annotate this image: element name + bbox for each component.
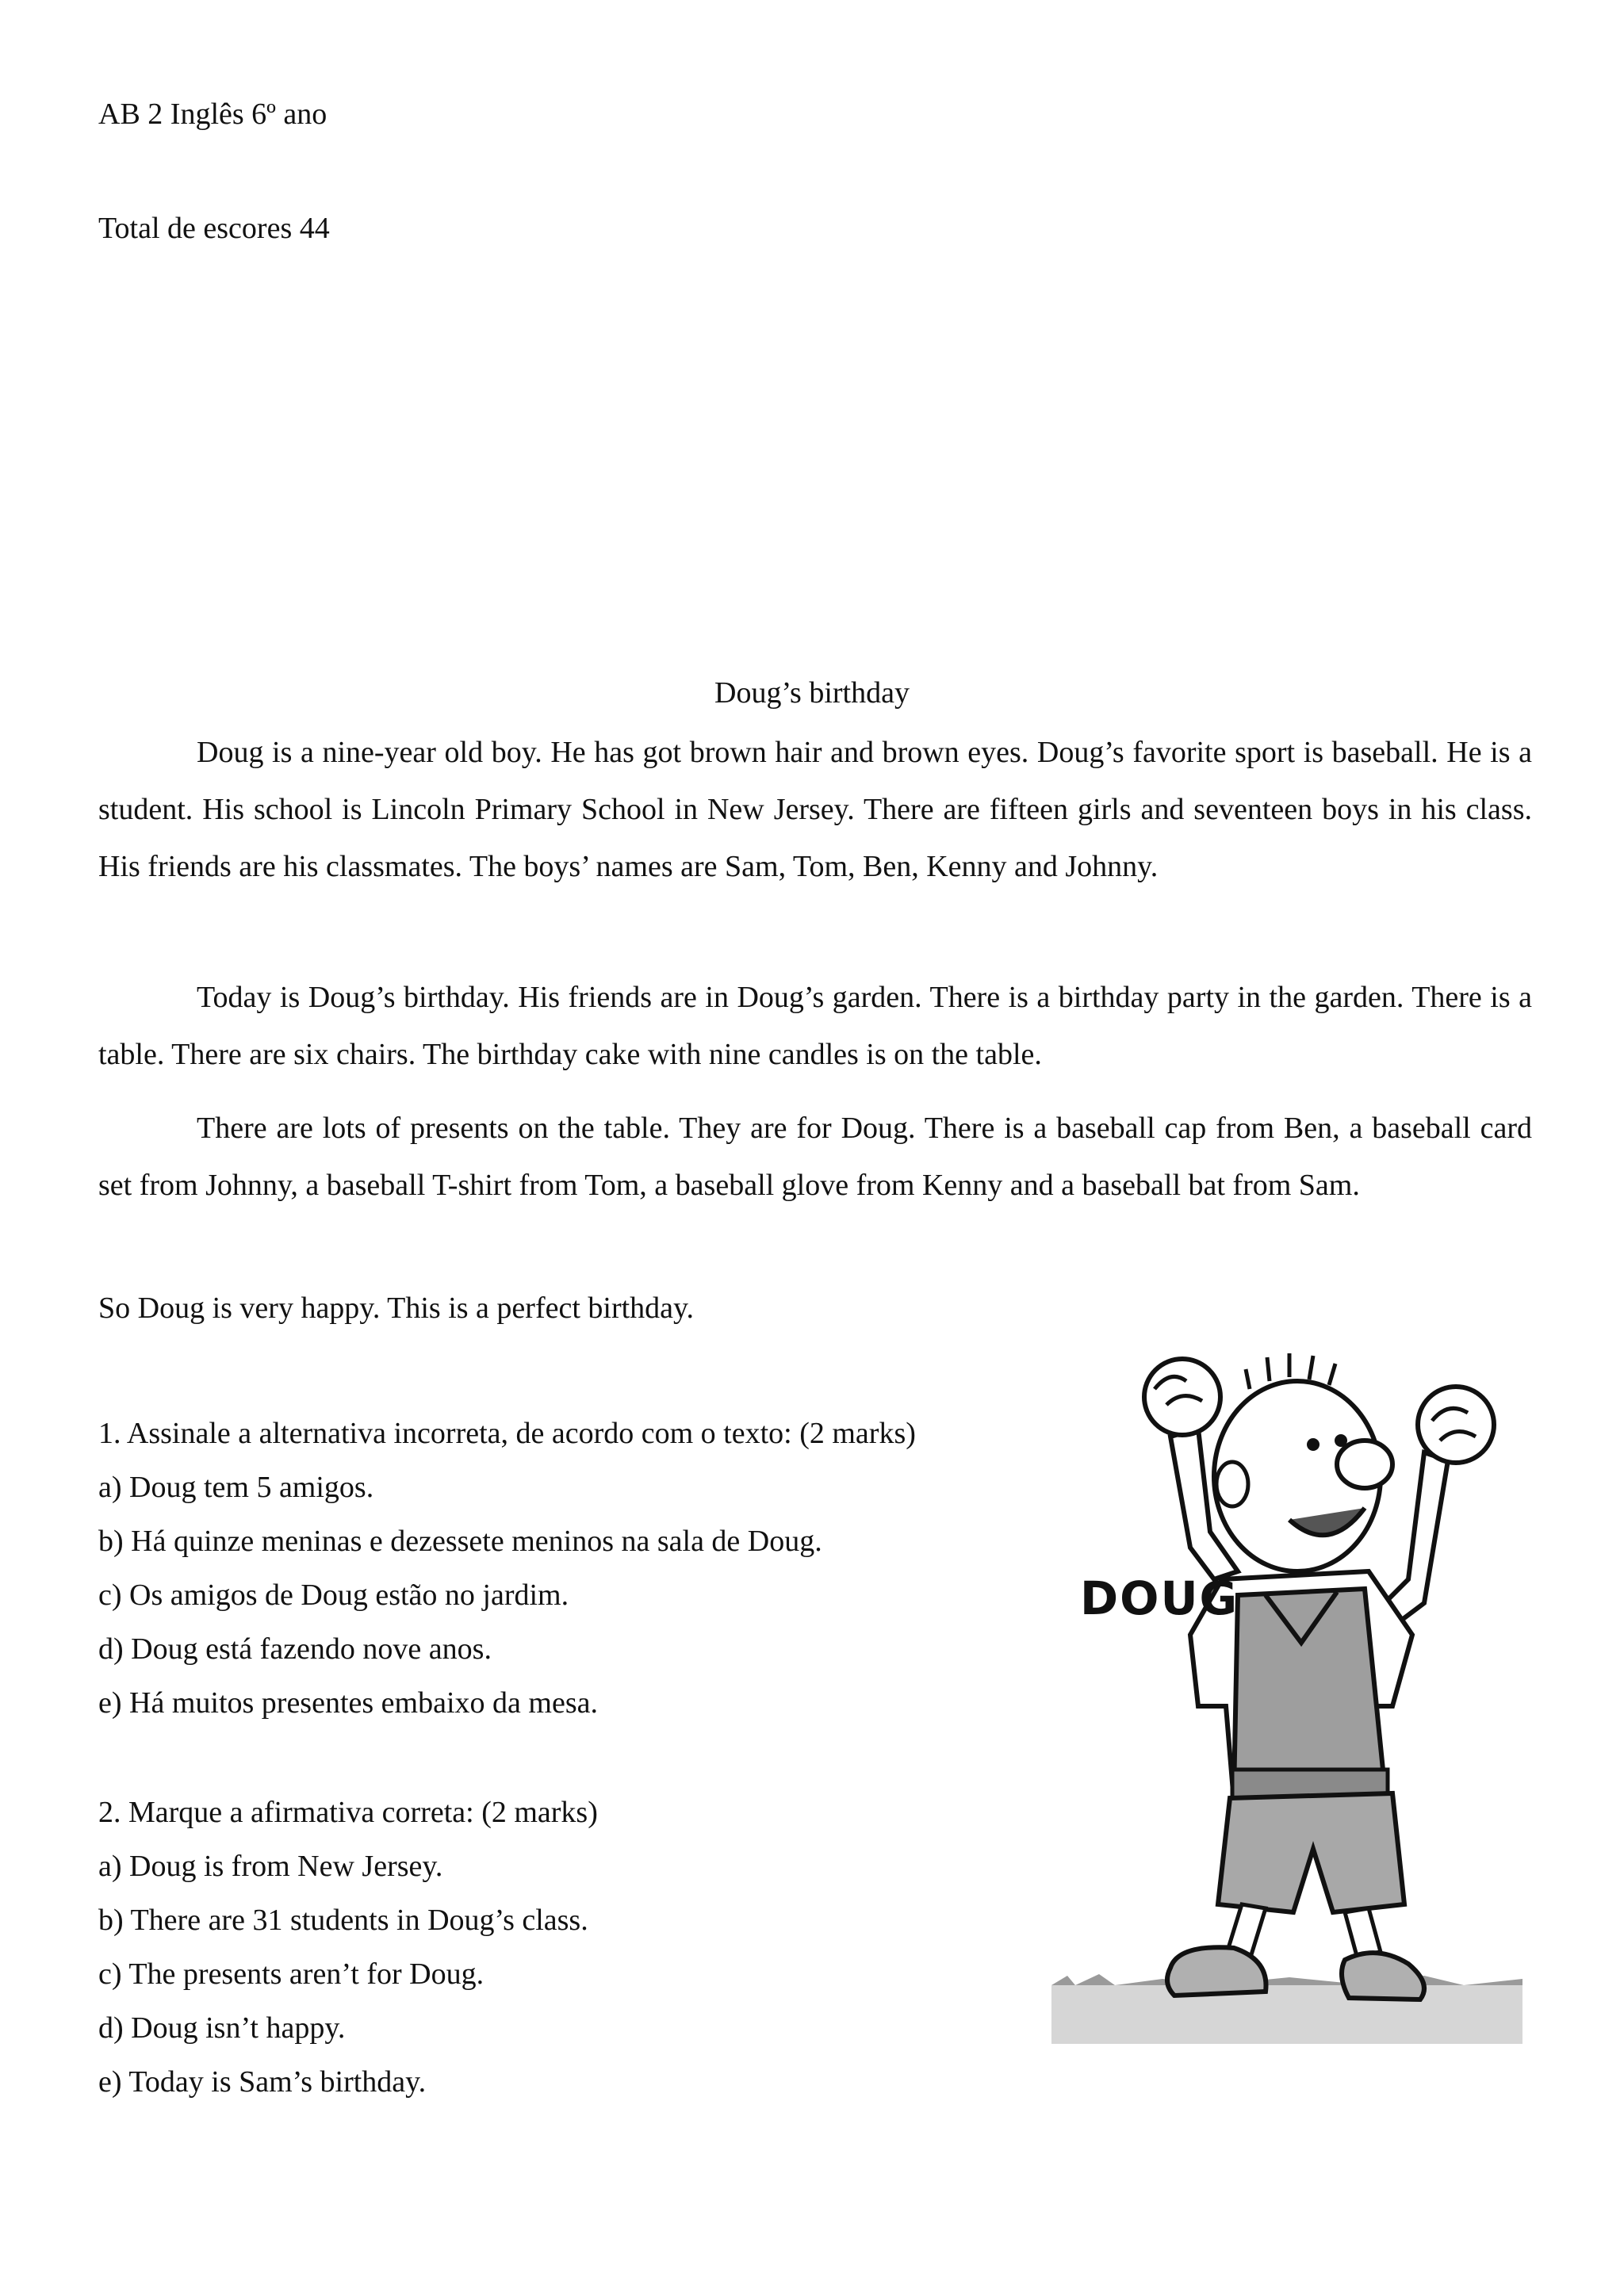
question-2-option-a: a) Doug is from New Jersey.	[98, 1850, 443, 1883]
question-2-option-b: b) There are 31 students in Doug’s class.	[98, 1904, 588, 1937]
story-paragraph-3: There are lots of presents on the table. They are for Doug. There is a baseball cap from Ben, a baseball card set from Johnny, a baseball T-shirt from Tom, a baseball glove from Kenny and a baseball bat from Sam.	[98, 1112, 1532, 1202]
question-2-option-c: c) The presents aren’t for Doug.	[98, 1957, 485, 1991]
story-paragraph-1: Doug is a nine-year old boy. He has got brown hair and brown eyes. Doug’s favorite sport is baseball. He is a student. His school is Lincoln Primary School in New Jersey. There are fifteen girls and seventeen boys in his class. His friends are his classmates. The boys’ names are Sam, Tom, Ben, Kenny and Johnny.	[98, 736, 1532, 883]
question-2-prompt: 2. Marque a afirmativa correta: (2 marks)	[98, 1796, 598, 1829]
header-course: AB 2 Inglês 6º ano	[98, 98, 327, 131]
doug-illustration	[1051, 1294, 1522, 2044]
question-2-option-e: e) Today is Sam’s birthday.	[98, 2065, 427, 2099]
question-1-option-c: c) Os amigos de Doug estão no jardim.	[98, 1578, 569, 1612]
doug-character-icon	[1051, 1294, 1522, 2044]
header-total-score: Total de escores 44	[98, 212, 330, 245]
story-closing: So Doug is very happy. This is a perfect birthday.	[98, 1292, 695, 1325]
question-1-option-d: d) Doug está fazendo nove anos.	[98, 1632, 492, 1666]
question-1-option-a: a) Doug tem 5 amigos.	[98, 1471, 374, 1504]
question-2	[98, 1785, 598, 2109]
question-1-option-b: b) Há quinze meninas e dezessete meninos na sala de Doug.	[98, 1525, 822, 1558]
question-1-option-e: e) Há muitos presentes embaixo da mesa.	[98, 1686, 598, 1720]
story-paragraph-2: Today is Doug’s birthday. His friends are in Doug’s garden. There is a birthday party in the garden. There is a table. There are six chairs. The birthday cake with nine candles is on the table.	[98, 981, 1532, 1071]
question-2-option-d: d) Doug isn’t happy.	[98, 2011, 346, 2045]
question-1	[98, 1406, 916, 1730]
question-1-prompt: 1. Assinale a alternativa incorreta, de acordo com o texto: (2 marks)	[98, 1417, 916, 1450]
story-title: Doug’s birthday	[714, 676, 910, 710]
doug-logo-label: DOUG	[1080, 1571, 1239, 1625]
